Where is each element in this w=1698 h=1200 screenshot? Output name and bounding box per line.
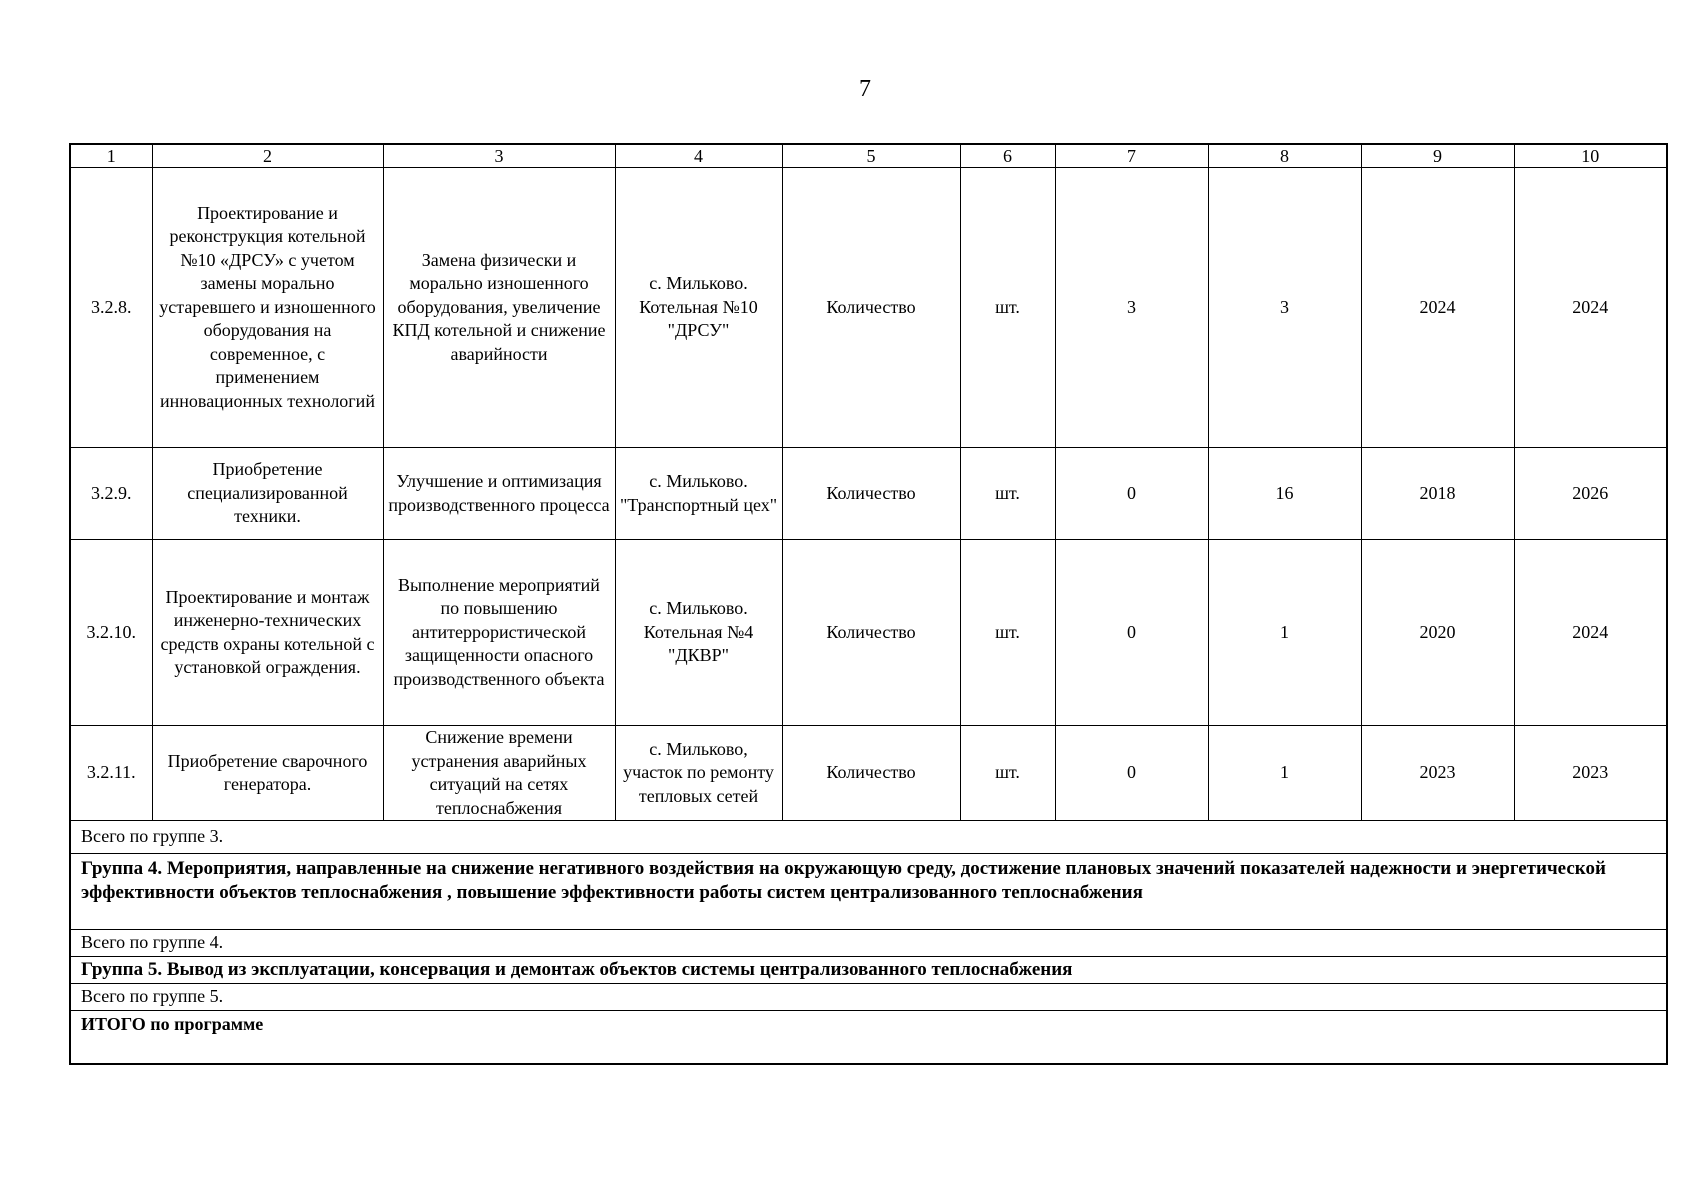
measure-location: с. Мильково. Котельная №10 "ДРСУ" xyxy=(615,168,782,448)
column-number: 6 xyxy=(960,144,1055,168)
measure-name: Приобретение сварочного генератора. xyxy=(152,726,383,821)
value-target: 1 xyxy=(1208,726,1361,821)
group-3-total-row xyxy=(70,821,1667,854)
year-end: 2024 xyxy=(1514,540,1667,726)
year-end: 2024 xyxy=(1514,168,1667,448)
measure-name: Проектирование и реконструкция котельной №10 «ДРСУ» с учетом замены морально устаревшего и изношенного оборудования на современное, с применением инновационных технологий xyxy=(152,168,383,448)
value-target: 1 xyxy=(1208,540,1361,726)
table-row xyxy=(70,448,1667,540)
group-5-title: Группа 5. Вывод из эксплуатации, консервация и демонтаж объектов системы централизованного теплоснабжения xyxy=(70,957,1667,984)
value-target: 3 xyxy=(1208,168,1361,448)
table-row xyxy=(70,726,1667,821)
year-start: 2023 xyxy=(1361,726,1514,821)
value-base: 0 xyxy=(1055,448,1208,540)
group-5-total-row xyxy=(70,984,1667,1011)
year-end: 2023 xyxy=(1514,726,1667,821)
year-start: 2020 xyxy=(1361,540,1514,726)
group-4-title: Группа 4. Мероприятия, направленные на снижение негативного воздействия на окружающую среду, достижение плановых значений показателей надежности и энергетической эффективности объектов теплоснабжения , повышение эффективности работы систем централизованного теплоснабжения xyxy=(70,854,1667,930)
row-number: 3.2.9. xyxy=(70,448,152,540)
year-start: 2018 xyxy=(1361,448,1514,540)
column-number: 2 xyxy=(152,144,383,168)
grand-total: ИТОГО по программе xyxy=(70,1011,1667,1065)
column-number: 8 xyxy=(1208,144,1361,168)
group-5-total: Всего по группе 5. xyxy=(70,984,1667,1011)
group-4-total-row xyxy=(70,930,1667,957)
indicator-name: Количество xyxy=(782,448,960,540)
program-table xyxy=(69,143,1668,1065)
row-number: 3.2.8. xyxy=(70,168,152,448)
measure-location: с. Мильково, участок по ремонту тепловых сетей xyxy=(615,726,782,821)
column-number: 7 xyxy=(1055,144,1208,168)
grand-total-row xyxy=(70,1011,1667,1065)
unit: шт. xyxy=(960,540,1055,726)
group-4-header-row xyxy=(70,854,1667,930)
unit: шт. xyxy=(960,448,1055,540)
page-number: 7 xyxy=(859,76,871,102)
measure-name: Проектирование и монтаж инженерно-технических средств охраны котельной с установкой ограждения. xyxy=(152,540,383,726)
measure-goal: Улучшение и оптимизация производственного процесса xyxy=(383,448,615,540)
column-number: 9 xyxy=(1361,144,1514,168)
column-number-row xyxy=(70,144,1667,168)
measure-location: с. Мильково. "Транспортный цех" xyxy=(615,448,782,540)
measure-goal: Снижение времени устранения аварийных ситуаций на сетях теплоснабжения xyxy=(383,726,615,821)
indicator-name: Количество xyxy=(782,540,960,726)
row-number: 3.2.11. xyxy=(70,726,152,821)
measure-name: Приобретение специализированной техники. xyxy=(152,448,383,540)
group-3-total: Всего по группе 3. xyxy=(70,821,1667,854)
value-base: 3 xyxy=(1055,168,1208,448)
unit: шт. xyxy=(960,726,1055,821)
table-row xyxy=(70,168,1667,448)
column-number: 5 xyxy=(782,144,960,168)
measure-location: с. Мильково. Котельная №4 "ДКВР" xyxy=(615,540,782,726)
value-base: 0 xyxy=(1055,726,1208,821)
indicator-name: Количество xyxy=(782,168,960,448)
column-number: 1 xyxy=(70,144,152,168)
value-target: 16 xyxy=(1208,448,1361,540)
group-4-total: Всего по группе 4. xyxy=(70,930,1667,957)
year-start: 2024 xyxy=(1361,168,1514,448)
value-base: 0 xyxy=(1055,540,1208,726)
table-row xyxy=(70,540,1667,726)
measure-goal: Замена физически и морально изношенного оборудования, увеличение КПД котельной и снижение аварийности xyxy=(383,168,615,448)
measure-goal: Выполнение мероприятий по повышению антитеррористической защищенности опасного производственного объекта xyxy=(383,540,615,726)
column-number: 10 xyxy=(1514,144,1667,168)
column-number: 4 xyxy=(615,144,782,168)
group-5-header-row xyxy=(70,957,1667,984)
column-number: 3 xyxy=(383,144,615,168)
year-end: 2026 xyxy=(1514,448,1667,540)
indicator-name: Количество xyxy=(782,726,960,821)
row-number: 3.2.10. xyxy=(70,540,152,726)
unit: шт. xyxy=(960,168,1055,448)
